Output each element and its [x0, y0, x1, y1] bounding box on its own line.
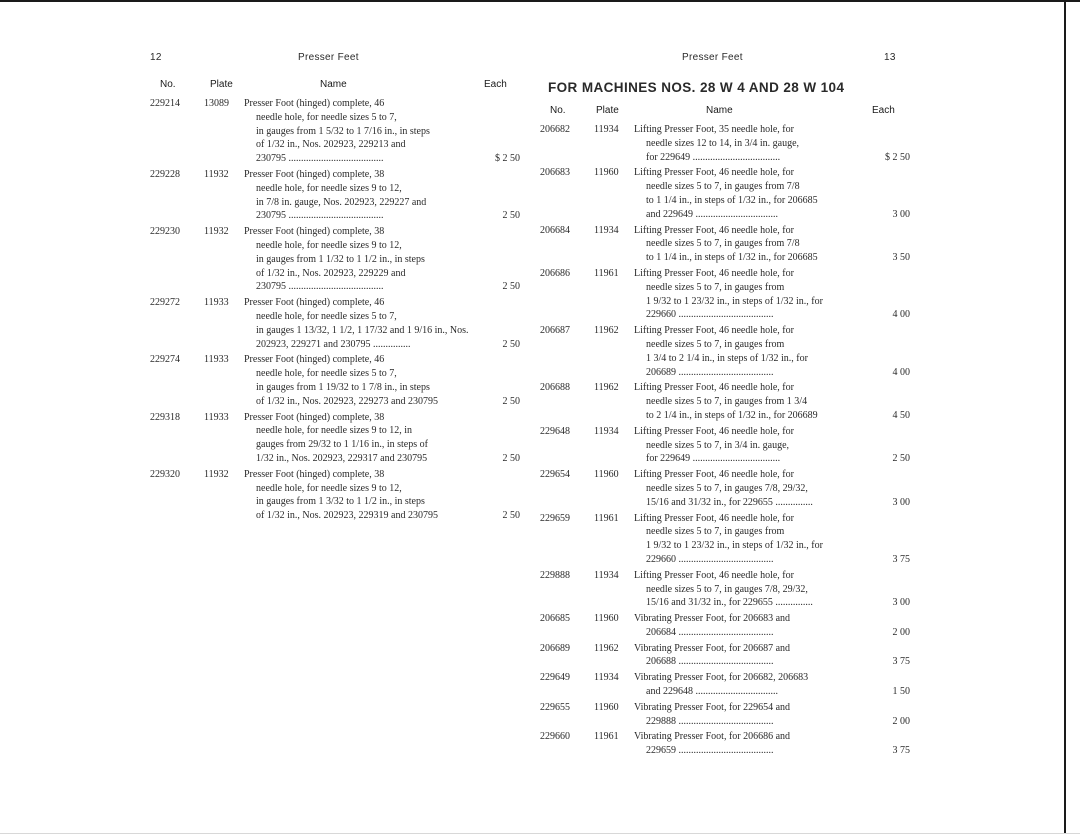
description-line: of 1/32 in., Nos. 202923, 229213 and [256, 139, 406, 151]
description-line: Presser Foot (hinged) complete, 38 [244, 226, 385, 238]
price-value: 3 00 [892, 208, 910, 220]
description-line: Lifting Presser Foot, 46 needle hole, for [634, 224, 794, 236]
price-value: 2 50 [502, 210, 520, 222]
left-col-each: Each [484, 79, 507, 90]
part-entry [540, 123, 910, 164]
description-line: 229888 ...................................... [646, 715, 774, 727]
price-value: 3 75 [892, 656, 910, 668]
plate-number: 11934 [594, 224, 619, 236]
part-number: 206684 [540, 224, 570, 236]
description-line: of 1/32 in., Nos. 202923, 229273 and 230795 [256, 395, 438, 407]
description-line: and 229649 ................................. [646, 208, 778, 220]
plate-number: 11960 [594, 701, 619, 713]
unit-price [476, 225, 520, 294]
price-value: 4 00 [892, 366, 910, 378]
unit-price [866, 701, 910, 729]
description-line: Presser Foot (hinged) complete, 46 [244, 354, 385, 366]
unit-price [866, 123, 910, 164]
description-line: Presser Foot (hinged) complete, 46 [244, 98, 385, 109]
part-entry [540, 671, 910, 699]
part-description [634, 468, 866, 509]
description-line: to 1 1/4 in., in steps of 1/32 in., for 206685 [646, 252, 818, 264]
part-number: 229659 [540, 512, 570, 524]
description-line: of 1/32 in., Nos. 202923, 229229 and [256, 267, 406, 279]
description-line: needle sizes 5 to 7, in gauges from [646, 526, 785, 538]
plate-number: 11960 [594, 167, 619, 179]
description-line: 1/32 in., Nos. 202923, 229317 and 230795 [256, 452, 428, 464]
plate-number: 11961 [594, 267, 619, 279]
right-col-each: Each [872, 105, 895, 116]
description-line: Lifting Presser Foot, 46 needle hole, for [634, 512, 794, 524]
part-entry [540, 224, 910, 265]
plate-number: 11932 [204, 168, 229, 180]
price-value: 2 50 [892, 453, 910, 465]
part-entry [150, 296, 520, 351]
part-number: 206682 [540, 124, 570, 135]
description-line: needle sizes 5 to 7, in gauges 7/8, 29/32, [646, 482, 808, 494]
description-line: Lifting Presser Foot, 46 needle hole, for [634, 382, 794, 394]
part-number: 229274 [150, 354, 180, 366]
plate-number: 11962 [594, 325, 619, 337]
description-line: 1 9/32 to 1 23/32 in., in steps of 1/32 in., for [646, 295, 823, 307]
part-description [634, 569, 866, 610]
part-number: 206687 [540, 325, 570, 337]
part-description [244, 468, 476, 523]
part-description [634, 671, 866, 699]
unit-price [476, 97, 520, 166]
part-number: 206689 [540, 642, 570, 654]
part-entry [540, 569, 910, 610]
plate-number: 13089 [204, 98, 229, 109]
part-number: 229654 [540, 469, 570, 481]
description-line: 206684 ...................................... [646, 626, 774, 638]
description-line: in gauges 1 13/32, 1 1/2, 1 17/32 and 1 9/16 in., Nos. [256, 324, 469, 336]
description-line: Lifting Presser Foot, 46 needle hole, for [634, 325, 794, 337]
part-description [634, 381, 866, 422]
unit-price [476, 168, 520, 223]
section-title: FOR MACHINES NOS. 28 W 4 AND 28 W 104 [548, 80, 845, 95]
unit-price [866, 324, 910, 379]
part-number: 229318 [150, 411, 180, 423]
left-running-title: Presser Feet [298, 52, 359, 63]
description-line: 229659 ...................................... [646, 745, 774, 757]
price-value: 2 50 [502, 452, 520, 464]
description-line: needle sizes 12 to 14, in 3/4 in. gauge, [646, 137, 800, 149]
unit-price [866, 224, 910, 265]
price-value: 2 00 [892, 715, 910, 727]
part-entry [540, 324, 910, 379]
part-entry [540, 642, 910, 670]
description-line: Vibrating Presser Foot, for 206686 and [634, 731, 791, 743]
description-line: of 1/32 in., Nos. 202923, 229319 and 230795 [256, 510, 438, 522]
part-entry [540, 701, 910, 729]
part-description [634, 730, 866, 758]
description-line: needle sizes 5 to 7, in gauges from [646, 338, 785, 350]
description-line: Presser Foot (hinged) complete, 38 [244, 468, 385, 480]
description-line: Vibrating Presser Foot, for 206687 and [634, 642, 791, 654]
unit-price [866, 166, 910, 221]
left-col-no: No. [160, 79, 176, 90]
unit-price [866, 569, 910, 610]
price-value: 2 50 [502, 338, 520, 350]
description-line: needle sizes 5 to 7, in gauges from 7/8 [646, 238, 800, 250]
price-value: 4 50 [892, 409, 910, 421]
plate-number: 11962 [594, 382, 619, 394]
right-col-no: No. [550, 105, 566, 116]
description-line: 229660 ...................................... [646, 553, 774, 565]
price-value: 4 00 [892, 309, 910, 321]
unit-price [866, 671, 910, 699]
description-line: needle hole, for needle sizes 9 to 12, [256, 239, 402, 251]
part-number: 229648 [540, 425, 570, 437]
left-page [150, 0, 520, 834]
description-line: 1 3/4 to 2 1/4 in., in steps of 1/32 in., for [646, 352, 808, 364]
part-description [634, 123, 866, 164]
plate-number: 11961 [594, 512, 619, 524]
part-number: 206685 [540, 613, 570, 625]
price-value: 3 00 [892, 597, 910, 609]
right-parts-list [540, 123, 910, 760]
description-line: for 229649 ................................... [646, 151, 781, 163]
price-value: 2 00 [892, 626, 910, 638]
description-line: in gauges from 1 3/32 to 1 1/2 in., in steps [256, 496, 425, 508]
description-line: Lifting Presser Foot, 46 needle hole, for [634, 425, 794, 437]
description-line: Presser Foot (hinged) complete, 38 [244, 168, 385, 180]
description-line: 230795 ...................................... [256, 281, 384, 293]
plate-number: 11934 [594, 425, 619, 437]
part-entry [540, 267, 910, 322]
plate-number: 11933 [204, 297, 229, 309]
part-entry [150, 468, 520, 523]
unit-price [866, 642, 910, 670]
part-entry [540, 425, 910, 466]
unit-price [866, 381, 910, 422]
left-col-plate: Plate [210, 79, 233, 90]
part-number: 229655 [540, 701, 570, 713]
plate-number: 11962 [594, 642, 619, 654]
left-col-name: Name [320, 79, 347, 90]
part-number: 229230 [150, 226, 180, 238]
description-line: Lifting Presser Foot, 35 needle hole, for [634, 124, 794, 135]
description-line: needle sizes 5 to 7, in 3/4 in. gauge, [646, 439, 790, 451]
description-line: needle sizes 5 to 7, in gauges from 7/8 [646, 181, 800, 193]
description-line: needle hole, for needle sizes 5 to 7, [256, 368, 397, 380]
plate-number: 11934 [594, 124, 619, 135]
description-line: 202923, 229271 and 230795 ............... [256, 338, 411, 350]
part-description [634, 425, 866, 466]
price-value: $ 2 50 [495, 153, 520, 165]
description-line: Presser Foot (hinged) complete, 38 [244, 411, 385, 423]
part-number: 229272 [150, 297, 180, 309]
unit-price [476, 468, 520, 523]
price-value: 2 50 [502, 281, 520, 293]
part-description [634, 612, 866, 640]
part-description [634, 166, 866, 221]
description-line: in gauges from 1 19/32 to 1 7/8 in., in steps [256, 381, 430, 393]
plate-number: 11933 [204, 354, 229, 366]
plate-number: 11960 [594, 613, 619, 625]
right-running-title: Presser Feet [682, 52, 743, 63]
part-entry [150, 411, 520, 466]
description-line: 206689 ...................................... [646, 366, 774, 378]
plate-number: 11961 [594, 731, 619, 743]
part-description [244, 353, 476, 408]
plate-number: 11934 [594, 672, 619, 684]
unit-price [476, 296, 520, 351]
unit-price [866, 612, 910, 640]
description-line: 15/16 and 31/32 in., for 229655 ............... [646, 496, 813, 508]
part-description [244, 97, 476, 166]
right-page-number: 13 [884, 52, 896, 63]
plate-number: 11960 [594, 469, 619, 481]
price-value: 3 75 [892, 745, 910, 757]
part-number: 229888 [540, 569, 570, 581]
description-line: gauges from 29/32 to 1 1/16 in., in steps of [256, 439, 428, 451]
description-line: 230795 ...................................... [256, 153, 384, 165]
description-line: Vibrating Presser Foot, for 229654 and [634, 701, 791, 713]
part-description [244, 411, 476, 466]
description-line: needle hole, for needle sizes 9 to 12, [256, 482, 402, 494]
description-line: Lifting Presser Foot, 46 needle hole, for [634, 569, 794, 581]
part-description [634, 701, 866, 729]
description-line: needle hole, for needle sizes 5 to 7, [256, 310, 397, 322]
part-description [244, 168, 476, 223]
right-col-plate: Plate [596, 105, 619, 116]
unit-price [866, 267, 910, 322]
part-number: 229214 [150, 98, 180, 109]
description-line: 15/16 and 31/32 in., for 229655 ............... [646, 597, 813, 609]
part-entry [540, 512, 910, 567]
description-line: needle hole, for needle sizes 5 to 7, [256, 111, 397, 123]
left-page-number: 12 [150, 52, 162, 63]
description-line: Vibrating Presser Foot, for 206682, 206683 [634, 672, 809, 684]
unit-price [476, 411, 520, 466]
part-description [634, 512, 866, 567]
price-value: 3 50 [892, 252, 910, 264]
plate-number: 11932 [204, 468, 229, 480]
part-number: 229660 [540, 731, 570, 743]
unit-price [866, 468, 910, 509]
right-page [540, 0, 910, 834]
description-line: to 1 1/4 in., in steps of 1/32 in., for 206685 [646, 194, 818, 206]
left-parts-list [150, 97, 520, 525]
part-entry [150, 225, 520, 294]
part-entry [540, 468, 910, 509]
description-line: needle hole, for needle sizes 9 to 12, in [256, 425, 413, 437]
price-value: 3 75 [892, 553, 910, 565]
part-description [244, 296, 476, 351]
description-line: Lifting Presser Foot, 46 needle hole, for [634, 267, 794, 279]
part-entry [540, 612, 910, 640]
price-value: $ 2 50 [885, 151, 910, 163]
unit-price [866, 425, 910, 466]
description-line: to 2 1/4 in., in steps of 1/32 in., for 206689 [646, 409, 818, 421]
description-line: needle sizes 5 to 7, in gauges from 1 3/4 [646, 396, 808, 408]
unit-price [866, 512, 910, 567]
description-line: and 229648 ................................. [646, 686, 778, 698]
part-entry [540, 166, 910, 221]
part-number: 206683 [540, 167, 570, 179]
description-line: 1 9/32 to 1 23/32 in., in steps of 1/32 in., for [646, 540, 823, 552]
part-number: 206688 [540, 382, 570, 394]
plate-number: 11932 [204, 226, 229, 238]
price-value: 3 00 [892, 496, 910, 508]
part-entry [540, 381, 910, 422]
part-description [634, 224, 866, 265]
price-value: 1 50 [892, 686, 910, 698]
part-number: 229320 [150, 468, 180, 480]
description-line: in 7/8 in. gauge, Nos. 202923, 229227 and [256, 196, 427, 208]
description-line: 229660 ...................................... [646, 309, 774, 321]
part-description [634, 267, 866, 322]
plate-number: 11933 [204, 411, 229, 423]
part-number: 229649 [540, 672, 570, 684]
description-line: Lifting Presser Foot, 46 needle hole, for [634, 167, 794, 179]
description-line: needle sizes 5 to 7, in gauges from [646, 281, 785, 293]
part-description [244, 225, 476, 294]
description-line: Presser Foot (hinged) complete, 46 [244, 297, 385, 309]
unit-price [866, 730, 910, 758]
description-line: in gauges from 1 1/32 to 1 1/2 in., in steps [256, 253, 425, 265]
description-line: in gauges from 1 5/32 to 1 7/16 in., in steps [256, 125, 430, 137]
price-value: 2 50 [502, 510, 520, 522]
description-line: for 229649 ................................... [646, 453, 781, 465]
description-line: Lifting Presser Foot, 46 needle hole, for [634, 469, 794, 481]
description-line: 206688 ...................................... [646, 656, 774, 668]
description-line: needle sizes 5 to 7, in gauges 7/8, 29/32, [646, 583, 808, 595]
right-col-name: Name [706, 105, 733, 116]
part-entry [150, 168, 520, 223]
part-number: 229228 [150, 168, 180, 180]
part-description [634, 642, 866, 670]
description-line: 230795 ...................................... [256, 210, 384, 222]
description-line: Vibrating Presser Foot, for 206683 and [634, 613, 791, 625]
part-entry [150, 97, 520, 166]
description-line: needle hole, for needle sizes 9 to 12, [256, 182, 402, 194]
part-number: 206686 [540, 267, 570, 279]
part-description [634, 324, 866, 379]
plate-number: 11934 [594, 569, 619, 581]
right-border-rule [1064, 0, 1066, 834]
part-entry [150, 353, 520, 408]
price-value: 2 50 [502, 395, 520, 407]
part-entry [540, 730, 910, 758]
unit-price [476, 353, 520, 408]
